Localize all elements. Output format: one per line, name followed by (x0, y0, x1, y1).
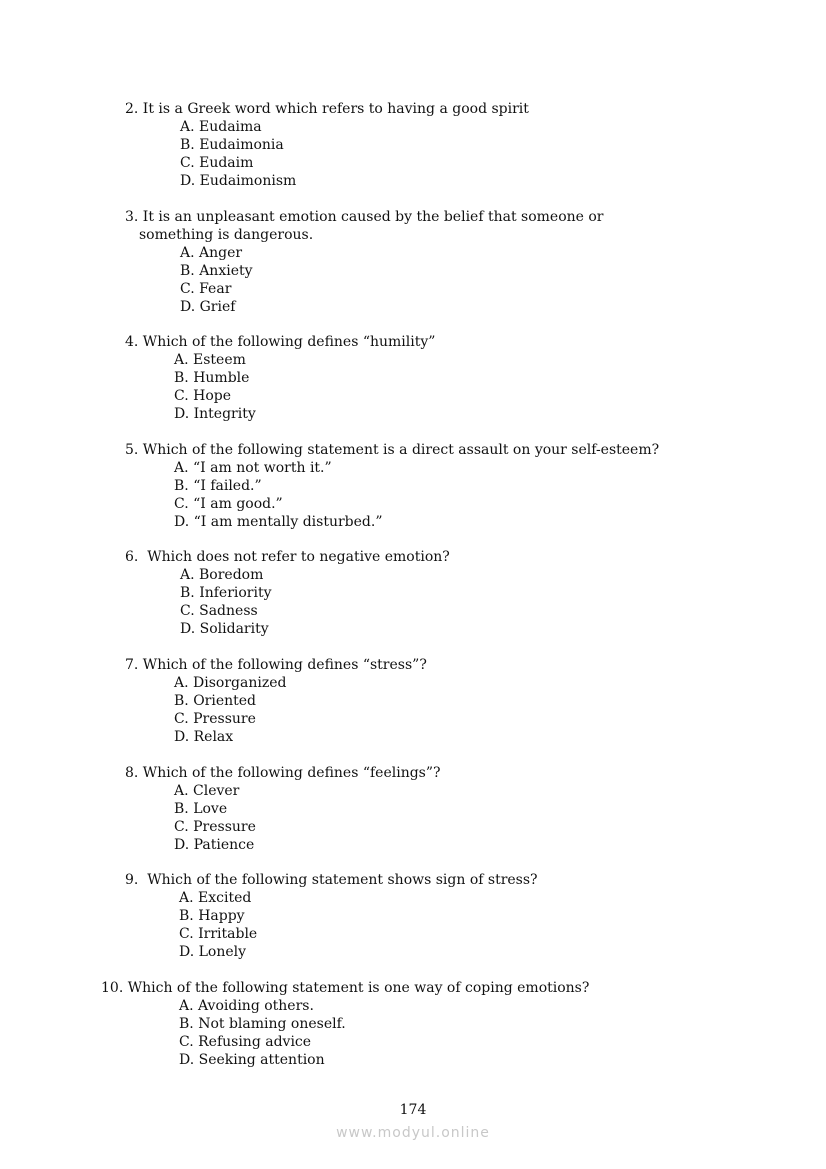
question-5-stem: 5. Which of the following statement is a direct assault on your self-esteem? (125, 442, 660, 458)
question-9-option-c: C. Irritable (179, 926, 258, 942)
question-6-option-a: A. Boredom (180, 567, 264, 583)
question-4-option-d: D. Integrity (174, 406, 256, 422)
question-7-option-c: C. Pressure (174, 711, 256, 727)
question-6-option-b: B. Inferiority (180, 585, 272, 601)
question-5-option-b: B. “I failed.” (174, 478, 262, 494)
question-5-option-c: C. “I am good.” (174, 496, 283, 512)
question-6-stem: 6. Which does not refer to negative emotion? (125, 549, 450, 565)
question-3-option-a: A. Anger (180, 245, 243, 261)
question-10-stem: 10. Which of the following statement is one way of coping emotions? (101, 980, 590, 996)
question-6-option-d: D. Solidarity (180, 621, 269, 637)
question-2-stem: 2. It is a Greek word which refers to having a good spirit (125, 101, 529, 117)
question-7-option-d: D. Relax (174, 729, 234, 745)
question-2-option-b: B. Eudaimonia (180, 137, 284, 153)
question-8-stem: 8. Which of the following defines “feelings”? (125, 765, 441, 781)
watermark: www.modyul.online (336, 1125, 490, 1141)
question-3-stem: 3. It is an unpleasant emotion caused by the belief that someone or (125, 209, 604, 225)
question-4-option-a: A. Esteem (174, 352, 246, 368)
question-4-option-b: B. Humble (174, 370, 250, 386)
question-10-option-d: D. Seeking attention (179, 1052, 325, 1068)
question-8-option-c: C. Pressure (174, 819, 256, 835)
question-9-stem: 9. Which of the following statement shows sign of stress? (125, 872, 538, 888)
question-10-option-a: A. Avoiding others. (179, 998, 314, 1014)
question-9-option-d: D. Lonely (179, 944, 247, 960)
question-7-stem: 7. Which of the following defines “stress”? (125, 657, 427, 673)
question-10-option-c: C. Refusing advice (179, 1034, 312, 1050)
question-10-option-b: B. Not blaming oneself. (179, 1016, 346, 1032)
question-6-option-c: C. Sadness (180, 603, 258, 619)
question-3-option-c: C. Fear (180, 281, 232, 297)
question-3-stem-continued: something is dangerous. (139, 227, 314, 243)
question-4-stem: 4. Which of the following defines “humility” (125, 334, 436, 350)
question-2-option-a: A. Eudaima (180, 119, 262, 135)
question-8-option-b: B. Love (174, 801, 228, 817)
question-2-option-d: D. Eudaimonism (180, 173, 297, 189)
question-8-option-d: D. Patience (174, 837, 255, 853)
page-number: 174 (399, 1102, 427, 1118)
question-9-option-a: A. Excited (179, 890, 252, 906)
question-5-option-d: D. “I am mentally disturbed.” (174, 514, 383, 530)
question-7-option-a: A. Disorganized (174, 675, 287, 691)
question-9-option-b: B. Happy (179, 908, 245, 924)
question-4-option-c: C. Hope (174, 388, 231, 404)
question-3-option-b: B. Anxiety (180, 263, 253, 279)
question-7-option-b: B. Oriented (174, 693, 257, 709)
question-5-option-a: A. “I am not worth it.” (174, 460, 332, 476)
question-3-option-d: D. Grief (180, 299, 236, 315)
question-8-option-a: A. Clever (174, 783, 240, 799)
question-2-option-c: C. Eudaim (180, 155, 254, 171)
